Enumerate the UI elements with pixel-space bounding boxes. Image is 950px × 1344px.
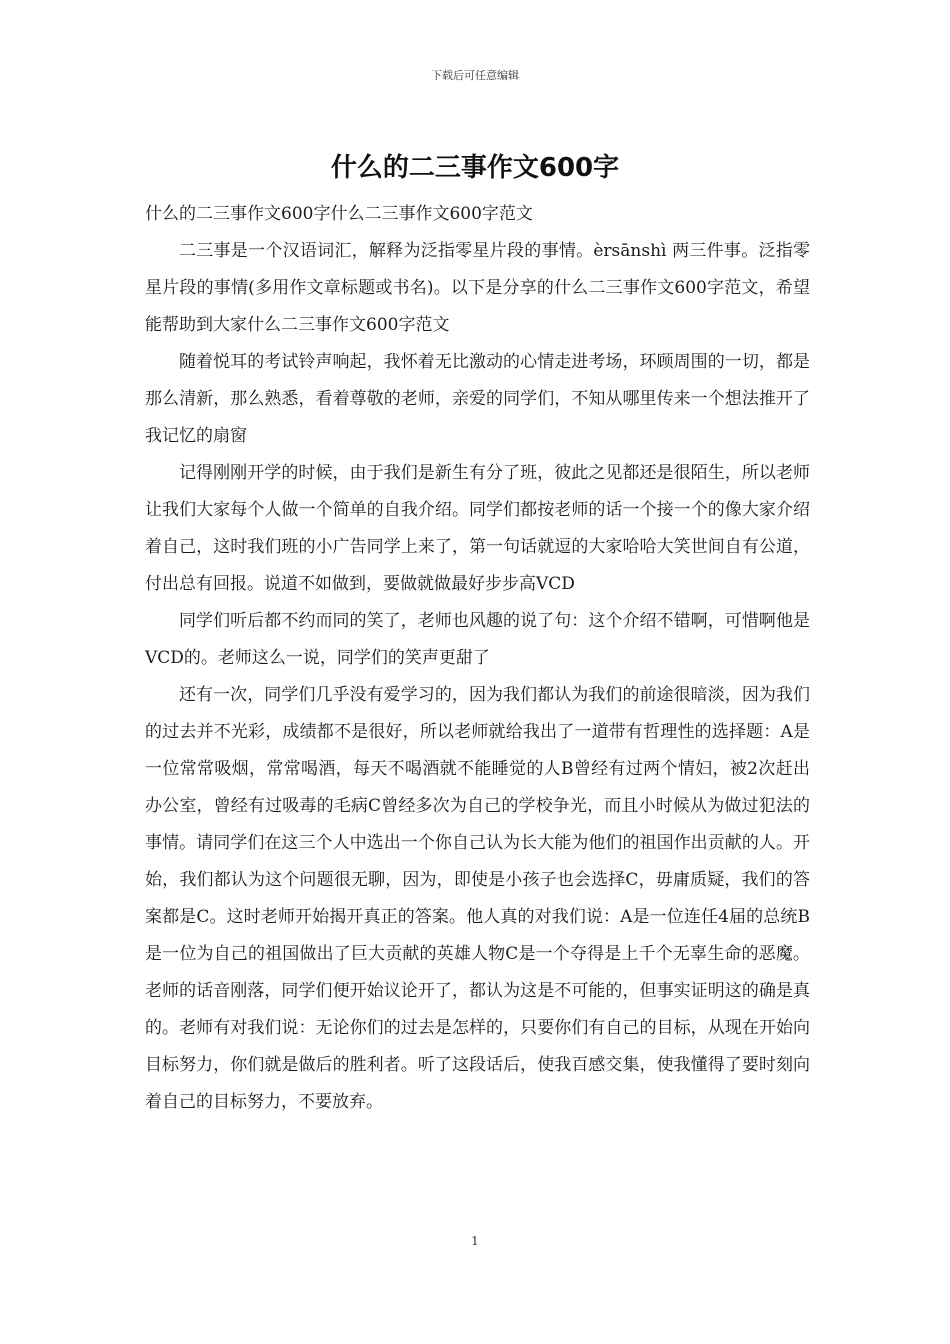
header-note: 下载后可任意编辑	[431, 69, 519, 82]
paragraph-first-day: 记得刚刚开学的时候，由于我们是新生有分了班，彼此之见都还是很陌生，所以老师让我们大家每个人做一个简单的自我介绍。同学们都按老师的话一个接一个的像大家介绍着自己，这时我们班的小广告同学上来了，第一句话就逗的大家哈哈大笑世间自有公道，付出总有回报。说道不如做到，要做就做最好步步高VCD	[145, 463, 810, 594]
document-title: 什么的二三事作文600字	[330, 153, 620, 183]
page-number: 1	[471, 1234, 479, 1248]
document-body	[145, 196, 810, 1121]
paragraph-subtitle: 什么的二三事作文600字什么二三事作文600字范文	[145, 204, 533, 224]
paragraph-exam: 随着悦耳的考试铃声响起，我怀着无比激动的心情走进考场，环顾周围的一切，都是那么清新，那么熟悉，看着尊敬的老师，亲爱的同学们，不知从哪里传来一个想法推开了我记忆的扇窗	[145, 352, 810, 446]
paragraph-intro: 二三事是一个汉语词汇，解释为泛指零星片段的事情。èrsānshì 两三件事。泛指零星片段的事情(多用作文章标题或书名)。以下是分享的什么二三事作文600字范文，希望能帮助到大家什么二三事作文600字范文	[145, 241, 810, 335]
paragraph-choice-question: 还有一次，同学们几乎没有爱学习的，因为我们都认为我们的前途很暗淡，因为我们的过去并不光彩，成绩都不是很好，所以老师就给我出了一道带有哲理性的选择题：A是一位常常吸烟，常常喝酒，每天不喝酒就不能睡觉的人B曾经有过两个情妇，被2次赶出办公室，曾经有过吸毒的毛病C曾经多次为自己的学校争光，而且小时候从为做过犯法的事情。请同学们在这三个人中选出一个你自己认为长大能为他们的祖国作出贡献的人。开始，我们都认为这个问题很无聊，因为，即使是小孩子也会选择C，毋庸质疑，我们的答案都是C。这时老师开始揭开真正的答案。他人真的对我们说：A是一位连任4届的总统B是一位为自己的祖国做出了巨大贡献的英雄人物C是一个夺得是上千个无辜生命的恶魔。老师的话音刚落，同学们便开始议论开了，都认为这是不可能的，但事实证明这的确是真的。老师有对我们说：无论你们的过去是怎样的，只要你们有自己的目标，从现在开始向目标努力，你们就是做后的胜利者。听了这段话后，使我百感交集，使我懂得了要时刻向着自己的目标努力，不要放弃。	[145, 685, 810, 1112]
paragraph-laughter: 同学们听后都不约而同的笑了，老师也风趣的说了句：这个介绍不错啊，可惜啊他是VCD的。老师这么一说，同学们的笑声更甜了	[145, 611, 810, 668]
